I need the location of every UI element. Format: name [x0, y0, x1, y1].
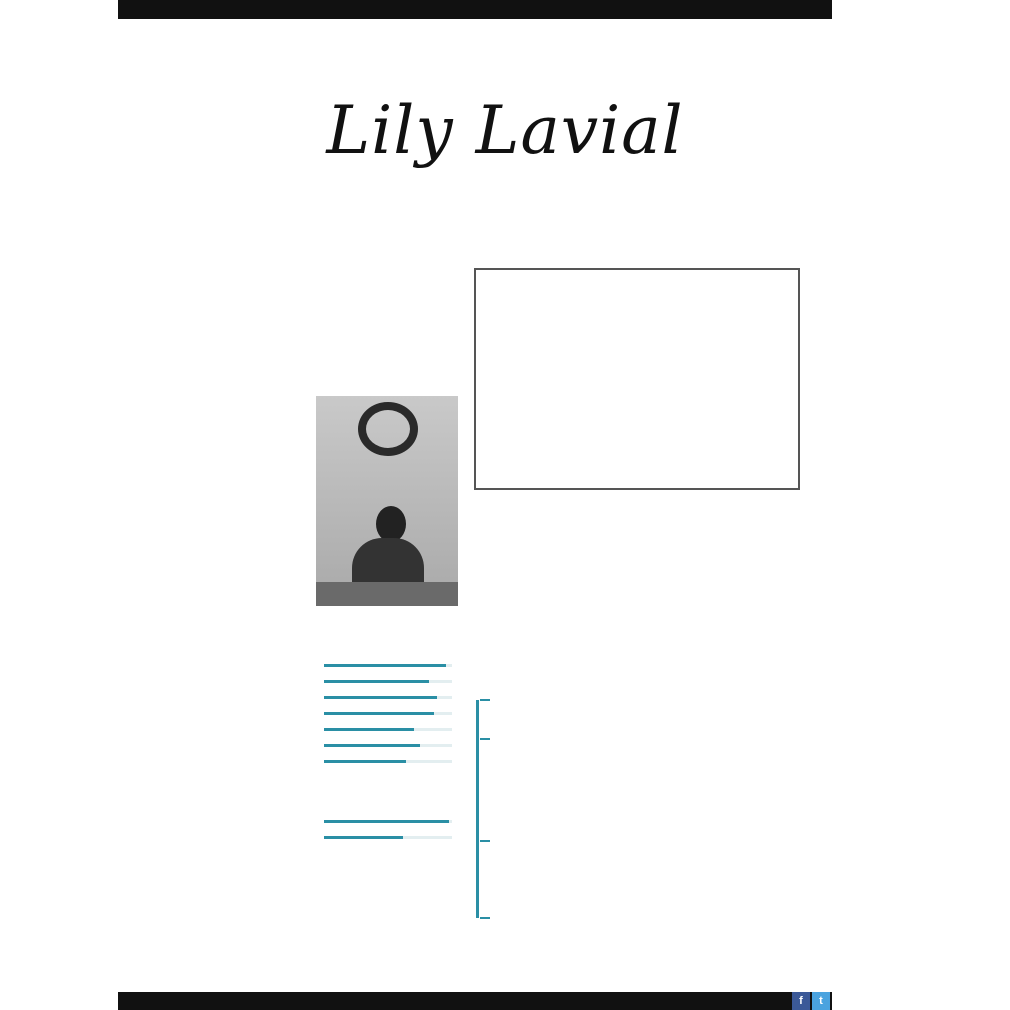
- facebook-icon[interactable]: f: [792, 992, 810, 1010]
- skill-bar-track: [324, 664, 452, 667]
- skill-bar-track: [324, 680, 452, 683]
- timeline-marker: [480, 699, 490, 701]
- skill-row: [160, 724, 456, 734]
- language-bar-fill: [324, 836, 403, 839]
- timeline-marker: [480, 917, 490, 919]
- timeline-marker: [480, 738, 490, 740]
- skill-bar-track: [324, 712, 452, 715]
- skill-bar-fill: [324, 680, 429, 683]
- skill-row: [160, 708, 456, 718]
- skill-bar-track: [324, 696, 452, 699]
- skill-bar-fill: [324, 744, 420, 747]
- skill-bar-track: [324, 728, 452, 731]
- skill-bar-track: [324, 744, 452, 747]
- wreath-decoration: [358, 402, 418, 456]
- language-bar-fill: [324, 820, 449, 823]
- language-bar-track: [324, 820, 452, 823]
- skill-row: [160, 676, 456, 686]
- experience-timeline: [476, 700, 479, 918]
- skill-bar-fill: [324, 664, 446, 667]
- skill-bar-fill: [324, 712, 434, 715]
- photo-desk: [316, 582, 458, 606]
- social-links: [792, 992, 830, 1010]
- skill-bar-track: [324, 760, 452, 763]
- language-row: [160, 816, 456, 826]
- language-row: [160, 832, 456, 842]
- profile-photo: [316, 396, 458, 606]
- skill-bar-fill: [324, 728, 414, 731]
- timeline-marker: [480, 840, 490, 842]
- footer-bar: [118, 992, 832, 1010]
- resume-name: Lily Lavial: [326, 92, 684, 169]
- skill-row: [160, 660, 456, 670]
- skill-bar-fill: [324, 760, 406, 763]
- twitter-icon[interactable]: t: [812, 992, 830, 1010]
- photo-head: [376, 506, 406, 542]
- skill-row: [160, 756, 456, 766]
- skill-bar-fill: [324, 696, 437, 699]
- top-banner: [118, 0, 832, 19]
- about-box: [474, 268, 800, 490]
- photo-body: [352, 538, 424, 588]
- skill-row: [160, 740, 456, 750]
- language-bar-track: [324, 836, 452, 839]
- skill-row: [160, 692, 456, 702]
